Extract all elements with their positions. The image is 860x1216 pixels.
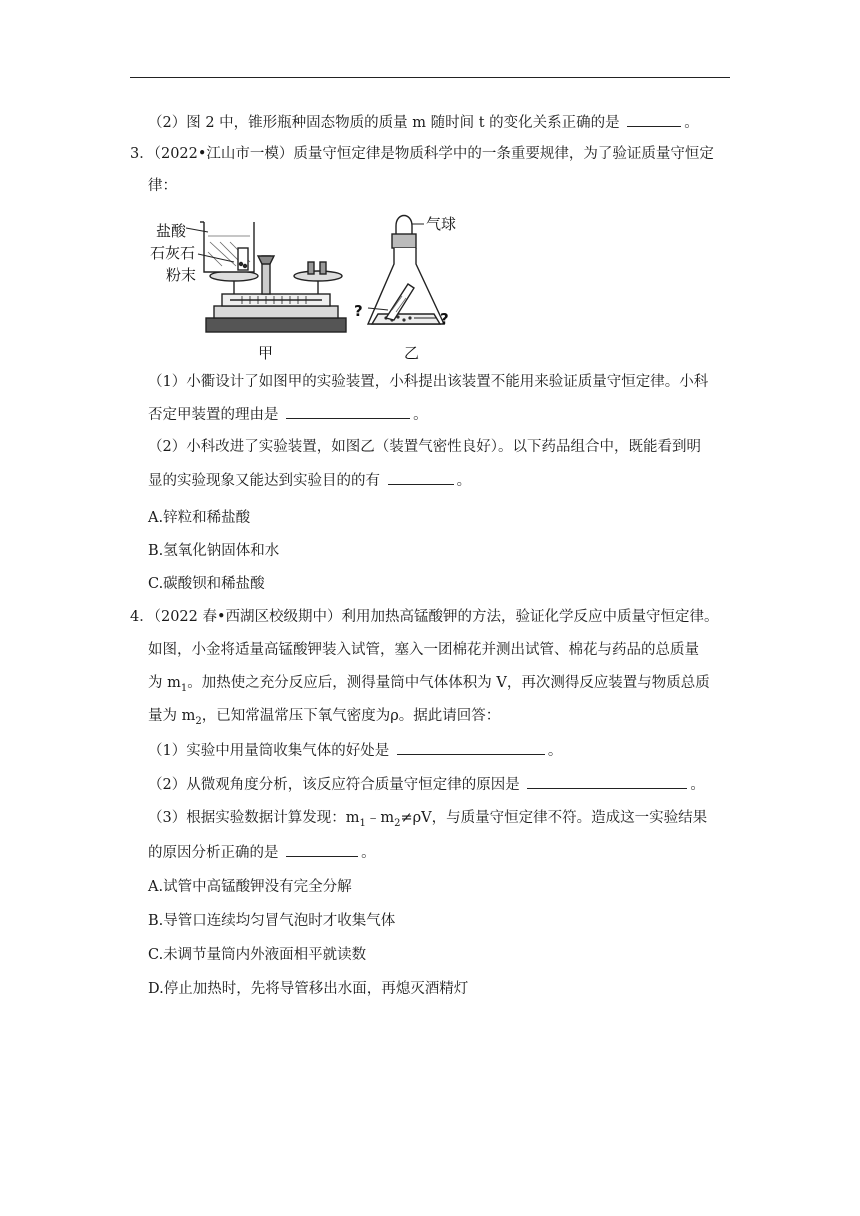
caption-yi: 乙 [404, 344, 420, 362]
q2-sub2-line [148, 112, 699, 133]
q4-sub3-answer-blank[interactable] [286, 842, 358, 857]
q3-sub2-answer-blank[interactable] [388, 470, 454, 485]
q4-sub1-end: 。 [547, 743, 563, 759]
q3-option-b: B.氢氧化钠固体和水 [148, 543, 280, 559]
q3-stem-line2: 律： [148, 178, 177, 194]
label-powder: 粉末 [166, 266, 197, 284]
q3-option-a: A.锌粒和稀盐酸 [148, 510, 251, 526]
q4-sub1-answer-blank[interactable] [397, 740, 545, 755]
q4-sub2-line [148, 774, 705, 795]
label-limestone: 石灰石 [150, 244, 196, 262]
caption-jia: 甲 [258, 344, 274, 362]
q3-figure [146, 206, 476, 364]
q3-sub2-end: 。 [456, 473, 472, 489]
q4-sub3-sub2: 2 [394, 817, 401, 829]
q4-sub3-line2 [148, 842, 376, 863]
label-question-right: ? [440, 310, 449, 328]
q3-sub1-answer-blank[interactable] [286, 404, 410, 419]
label-balloon: 气球 [426, 215, 457, 233]
q4-option-c: C.未调节量筒内外液面相平就读数 [148, 947, 367, 963]
label-acid: 盐酸 [156, 222, 187, 240]
q4-sub3-end: 。 [361, 845, 376, 861]
q3-sub1-end: 。 [413, 407, 428, 423]
q4-stem-line3 [148, 673, 710, 693]
q3-sub2-line1: （2）小科改进了实验装置，如图乙（装置气密性良好）。以下药品组合中，既能看到明 [148, 439, 701, 455]
q4-option-a: A.试管中高锰酸钾没有完全分解 [148, 879, 352, 895]
q3-stem-line1: 3．（2022•江山市一模）质量守恒定律是物质科学中的一条重要规律，为了验证质量守恒定 [130, 146, 714, 162]
q4-sub3-text: 的原因分析正确的是 [148, 845, 279, 861]
q2-sub2-end: 。 [684, 115, 699, 131]
q4-line4-b: ，已知常温常压下氧气密度为ρ。据此请回答： [201, 708, 501, 724]
q4-line4-sub: 2 [195, 715, 202, 727]
q3-sub2-text: 显的实验现象又能达到实验目的的有 [148, 473, 380, 489]
q4-sub3-c: ≠ρV，与质量守恒定律不符。造成这一实验结果 [400, 810, 708, 826]
q4-line3-sub: 1 [180, 682, 188, 694]
q4-sub1-line [148, 740, 562, 761]
header-rule [130, 77, 730, 78]
q4-sub2-end: 。 [690, 777, 705, 793]
q4-stem-line1: 4．（2022 春•西湖区校级期中）利用加热高锰酸钾的方法，验证化学反应中质量守恒定律。 [130, 609, 719, 625]
q3-sub1-line1: （1）小衢设计了如图甲的实验装置，小科提出该装置不能用来验证质量守恒定律。小科 [148, 374, 709, 390]
q4-line3-b: 。加热使之充分反应后，测得量筒中气体体积为 V，再次测得反应装置与物质总质 [187, 675, 710, 691]
q2-sub2-answer-blank[interactable] [627, 112, 681, 127]
q4-line4-a: 量为 m [148, 708, 196, 724]
q4-option-b: B.导管口连续均匀冒气泡时才收集气体 [148, 913, 396, 929]
q4-sub3-sub1: 1 [359, 817, 366, 829]
q4-stem-line4 [148, 706, 500, 726]
q4-sub1-text: （1）实验中用量筒收集气体的好处是 [148, 743, 390, 759]
label-question-left: ? [354, 302, 363, 320]
q4-sub3-b: ﹣m [365, 810, 395, 826]
q4-sub3-line1 [148, 808, 707, 828]
q2-sub2-text: （2）图 2 中，锥形瓶种固态物质的质量 m 随时间 t 的变化关系正确的是 [148, 115, 620, 131]
q4-sub3-a: （3）根据实验数据计算发现：m [148, 810, 360, 826]
q3-sub1-line2 [148, 404, 428, 425]
q3-sub2-line2 [148, 470, 471, 491]
q4-sub2-text: （2）从微观角度分析，该反应符合质量守恒定律的原因是 [148, 777, 520, 793]
q3-sub1-text: 否定甲装置的理由是 [148, 407, 279, 423]
balance-apparatus [186, 222, 346, 332]
q4-option-d: D.停止加热时，先将导管移出水面，再熄灭酒精灯 [148, 981, 469, 997]
q4-sub2-answer-blank[interactable] [527, 774, 687, 789]
q4-stem-line2: 如图，小金将适量高锰酸钾装入试管，塞入一团棉花并测出试管、棉花与药品的总质量 [148, 642, 699, 658]
q3-option-c: C.碳酸钡和稀盐酸 [148, 576, 265, 592]
q4-line3-a: 为 m [148, 675, 181, 691]
